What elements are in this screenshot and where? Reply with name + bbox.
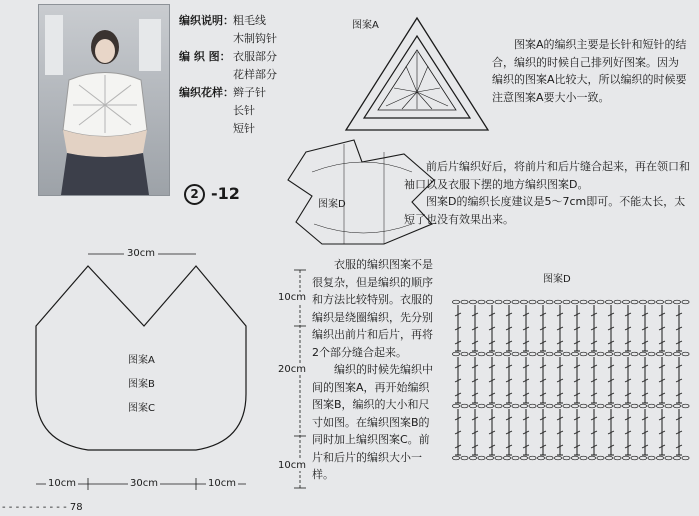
dim-side-top: 10cm xyxy=(278,292,306,303)
page-number-dashes: - - - - - - - - - - xyxy=(2,502,67,513)
chain-stitch xyxy=(461,404,468,408)
page-number xyxy=(2,502,83,513)
chain-stitch xyxy=(554,352,561,356)
circled-number: 2 xyxy=(184,184,205,205)
chain-stitch xyxy=(614,456,621,460)
chain-stitch xyxy=(605,300,612,304)
garment-label-c: 图案C xyxy=(128,403,155,414)
chain-stitch xyxy=(452,456,459,460)
chain-stitch xyxy=(639,404,646,408)
chain-stitch xyxy=(537,404,544,408)
chain-stitch xyxy=(537,456,544,460)
chain-stitch xyxy=(478,404,485,408)
chain-stitch xyxy=(656,300,663,304)
chain-stitch xyxy=(495,456,502,460)
chain-stitch xyxy=(571,352,578,356)
model-photo xyxy=(38,4,170,196)
chain-stitch xyxy=(529,456,536,460)
chain-stitch xyxy=(520,404,527,408)
garment-text-2: 编织的时候先编织中间的图案A，再开始编织图案B，编织的大小和尺寸如图。在编织图案B的同时加上编织图案C。前片和后片的编织大小一样。 xyxy=(312,363,433,481)
info-value: 花样部分 xyxy=(233,68,277,81)
chain-stitch xyxy=(639,352,646,356)
pattern-d-description xyxy=(404,158,690,228)
chain-stitch xyxy=(614,352,621,356)
chain-stitch xyxy=(605,456,612,460)
chain-stitch xyxy=(580,352,587,356)
chain-stitch xyxy=(673,300,680,304)
pattern-a-text: 图案A的编织主要是长针和短针的结合，编织的时候自己排列好图案。因为编织的图案A比较大，所以编织的时候要注意图案A要大小一致。 xyxy=(492,38,687,104)
info-value: 短针 xyxy=(233,122,255,135)
chain-stitch xyxy=(639,300,646,304)
chain-stitch xyxy=(656,456,663,460)
chain-stitch xyxy=(495,404,502,408)
chain-stitch xyxy=(639,456,646,460)
dim-top-width: 30cm xyxy=(124,248,158,259)
chain-stitch xyxy=(631,352,638,356)
chain-stitch xyxy=(588,352,595,356)
chain-stitch xyxy=(665,300,672,304)
chain-stitch xyxy=(529,352,536,356)
chain-stitch xyxy=(665,456,672,460)
chain-stitch xyxy=(529,404,536,408)
chain-stitch xyxy=(682,352,689,356)
chain-stitch xyxy=(597,352,604,356)
chain-stitch xyxy=(631,404,638,408)
chain-stitch xyxy=(554,300,561,304)
chain-stitch xyxy=(512,456,519,460)
model-figure xyxy=(39,5,169,195)
chain-stitch xyxy=(673,456,680,460)
info-value: 长针 xyxy=(233,104,255,117)
chain-stitch xyxy=(563,404,570,408)
chain-stitch xyxy=(546,456,553,460)
pattern-d-text-1: 前后片编织好后，将前片和后片缝合起来，再在领口和袖口以及衣服下摆的地方编织图案D。 xyxy=(404,160,690,191)
garment-diagram xyxy=(0,244,290,496)
pattern-d-title: 图案D xyxy=(543,274,571,285)
chain-stitch xyxy=(622,352,629,356)
garment-description xyxy=(312,256,436,484)
chain-stitch xyxy=(495,352,502,356)
dim-side-bottom: 10cm xyxy=(278,460,306,471)
dim-bottom-left: 10cm xyxy=(48,478,76,489)
info-key: 编织说明： xyxy=(179,14,234,27)
chain-stitch xyxy=(614,300,621,304)
info-value: 辫子针 xyxy=(233,86,266,99)
pattern-d-stitch-chart xyxy=(446,292,692,492)
chain-stitch xyxy=(503,404,510,408)
chain-stitch xyxy=(546,300,553,304)
chain-stitch xyxy=(452,352,459,356)
chain-stitch xyxy=(486,456,493,460)
chain-stitch xyxy=(673,404,680,408)
chain-stitch xyxy=(469,456,476,460)
chain-stitch xyxy=(469,404,476,408)
chain-stitch xyxy=(495,300,502,304)
chain-stitch xyxy=(478,456,485,460)
chain-stitch xyxy=(580,456,587,460)
dim-bottom-right: 10cm xyxy=(208,478,236,489)
chain-stitch xyxy=(461,456,468,460)
chain-stitch xyxy=(571,404,578,408)
chain-stitch xyxy=(520,456,527,460)
chain-stitch xyxy=(656,404,663,408)
chain-stitch xyxy=(469,352,476,356)
garment-label-b: 图案B xyxy=(128,379,155,390)
chain-stitch xyxy=(537,300,544,304)
pattern-a-description xyxy=(492,36,688,106)
chain-stitch xyxy=(537,352,544,356)
chain-stitch xyxy=(580,404,587,408)
chain-stitch xyxy=(597,300,604,304)
chain-stitch xyxy=(588,300,595,304)
knitting-info xyxy=(179,12,277,138)
chain-stitch xyxy=(648,404,655,408)
chain-stitch xyxy=(503,352,510,356)
dim-side-middle: 20cm xyxy=(278,364,306,375)
chain-stitch xyxy=(631,456,638,460)
chain-stitch xyxy=(554,404,561,408)
chain-stitch xyxy=(452,300,459,304)
chain-stitch xyxy=(588,456,595,460)
chain-stitch xyxy=(478,352,485,356)
dim-bottom-middle: 30cm xyxy=(130,478,158,489)
chain-stitch xyxy=(512,300,519,304)
chain-stitch xyxy=(682,404,689,408)
pattern-suffix: -12 xyxy=(211,184,240,203)
pattern-number xyxy=(184,184,240,205)
chain-stitch xyxy=(554,456,561,460)
chain-stitch xyxy=(563,300,570,304)
page-number-value: 78 xyxy=(69,502,83,513)
chain-stitch xyxy=(469,300,476,304)
chain-stitch xyxy=(546,404,553,408)
chain-stitch xyxy=(648,456,655,460)
chain-stitch xyxy=(478,300,485,304)
chain-stitch xyxy=(622,456,629,460)
info-key: 编 织 图： xyxy=(179,50,231,63)
chain-stitch xyxy=(588,404,595,408)
chain-stitch xyxy=(512,352,519,356)
chain-stitch xyxy=(682,300,689,304)
chain-stitch xyxy=(665,404,672,408)
chain-stitch xyxy=(648,300,655,304)
pattern-d-small-label: 图案D xyxy=(318,199,346,210)
chain-stitch xyxy=(648,352,655,356)
pattern-d-text-2: 图案D的编织长度建议是5～7cm即可。不能太长，太短了也没有效果出来。 xyxy=(404,195,686,226)
info-value: 衣服部分 xyxy=(233,50,277,63)
chain-stitch xyxy=(622,404,629,408)
chain-stitch xyxy=(656,352,663,356)
chain-stitch xyxy=(631,300,638,304)
chain-stitch xyxy=(580,300,587,304)
chain-stitch xyxy=(571,456,578,460)
chain-stitch xyxy=(563,352,570,356)
chain-stitch xyxy=(597,404,604,408)
chain-stitch xyxy=(512,404,519,408)
chain-stitch xyxy=(520,300,527,304)
chain-stitch xyxy=(673,352,680,356)
chain-stitch xyxy=(486,300,493,304)
chain-stitch xyxy=(529,300,536,304)
chain-stitch xyxy=(614,404,621,408)
garment-text-1: 衣服的编织图案不是很复杂，但是编织的顺序和方法比较特别。衣服的编织是绕圈编织，先分别编织出前片和后片，再将2个部分缝合起来。 xyxy=(312,258,433,359)
garment-label-a: 图案A xyxy=(128,355,155,366)
chain-stitch xyxy=(682,456,689,460)
chain-stitch xyxy=(461,300,468,304)
info-value: 粗毛线 xyxy=(233,14,266,27)
pattern-a-diagram xyxy=(342,14,492,134)
pattern-a-title: 图案A xyxy=(352,20,379,31)
chain-stitch xyxy=(597,456,604,460)
chain-stitch xyxy=(486,352,493,356)
chain-stitch xyxy=(486,404,493,408)
chain-stitch xyxy=(461,352,468,356)
info-key: 编织花样： xyxy=(179,86,234,99)
chain-stitch xyxy=(503,300,510,304)
chain-stitch xyxy=(605,404,612,408)
chain-stitch xyxy=(665,352,672,356)
chain-stitch xyxy=(503,456,510,460)
chain-stitch xyxy=(622,300,629,304)
chain-stitch xyxy=(605,352,612,356)
chain-stitch xyxy=(452,404,459,408)
chain-stitch xyxy=(571,300,578,304)
info-value: 木制钩针 xyxy=(233,32,277,45)
chain-stitch xyxy=(520,352,527,356)
chain-stitch xyxy=(563,456,570,460)
chain-stitch xyxy=(546,352,553,356)
